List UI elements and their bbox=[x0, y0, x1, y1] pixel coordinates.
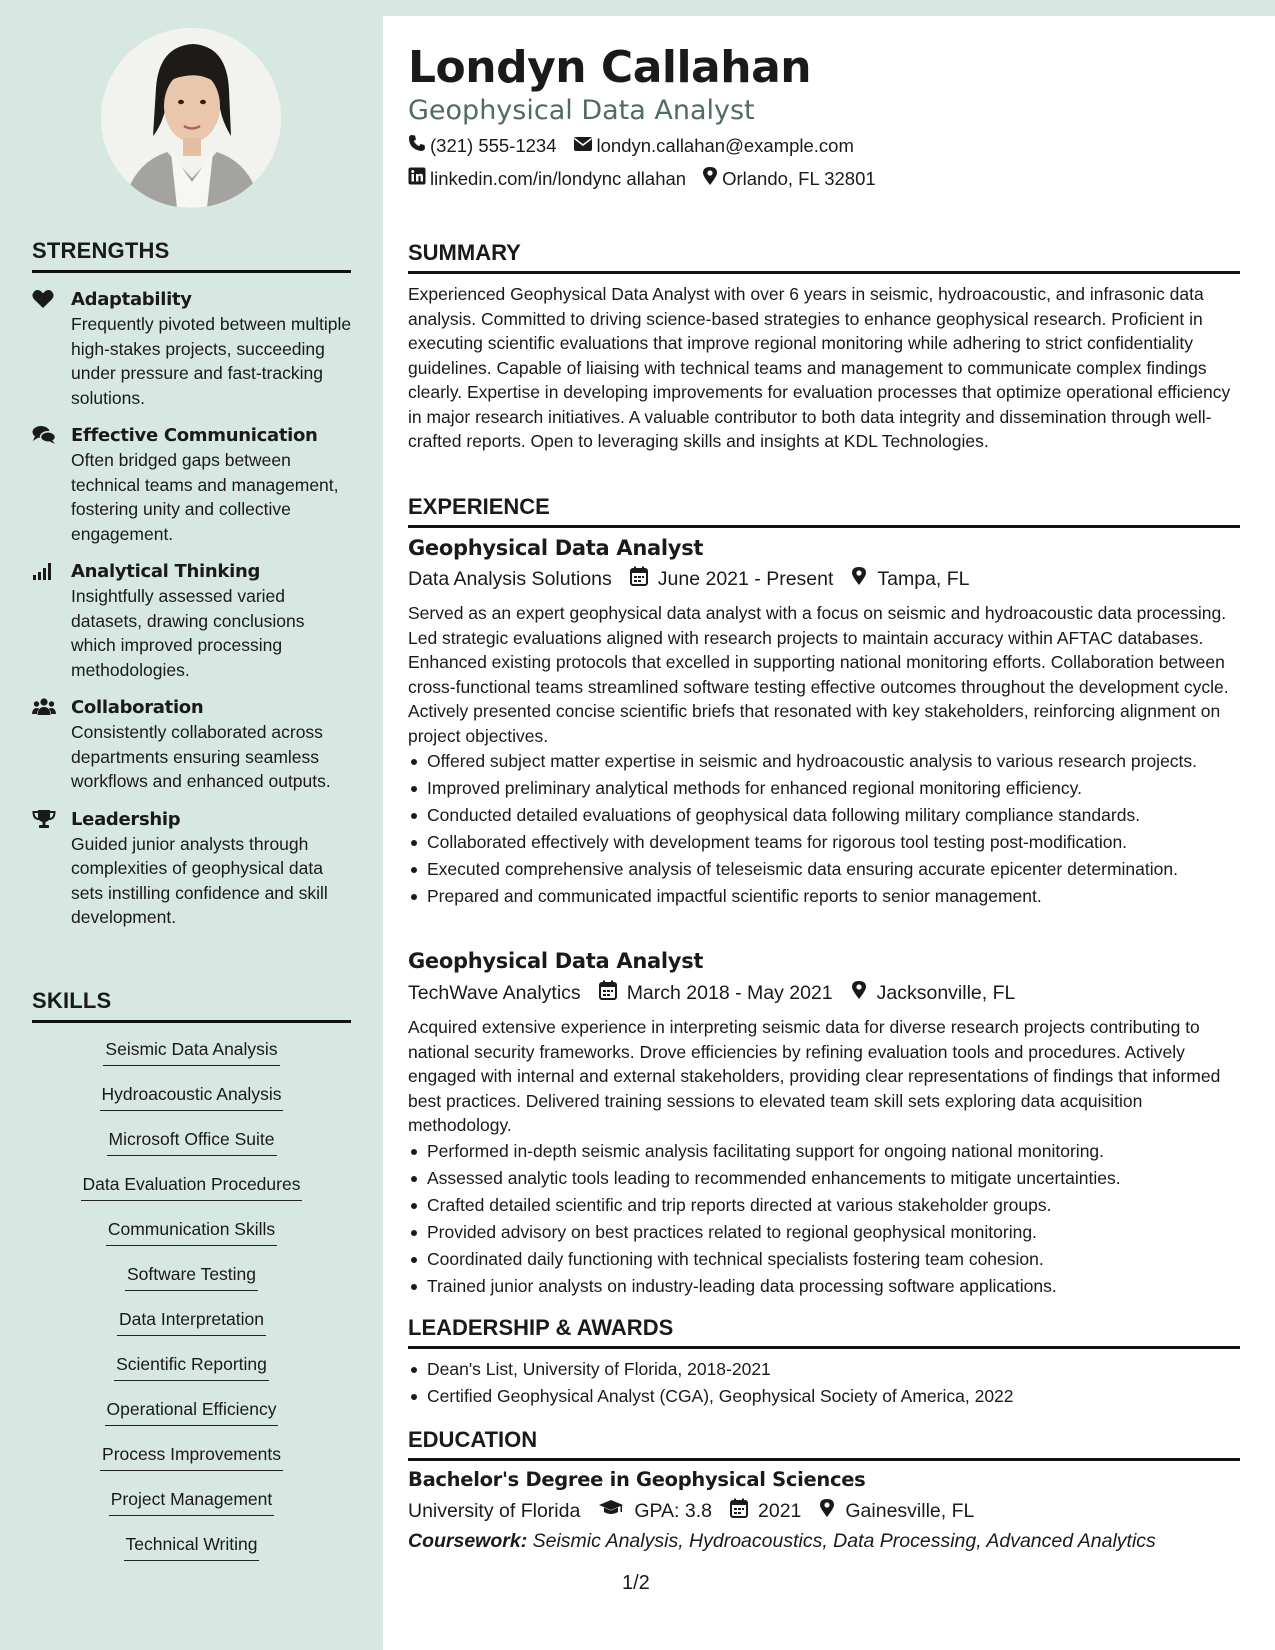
bullet-item: Prepared and communicated impactful scientific reports to senior management. bbox=[408, 884, 1240, 909]
skill-item bbox=[32, 1081, 351, 1126]
linkedin-icon bbox=[408, 167, 430, 190]
education-location bbox=[819, 1498, 974, 1524]
company-name: TechWave Analytics bbox=[408, 981, 581, 1004]
award-item: Dean's List, University of Florida, 2018-2021 bbox=[408, 1357, 1240, 1382]
degree-title: Bachelor's Degree in Geophysical Sciences bbox=[408, 1468, 866, 1491]
job-dates-text: June 2021 - Present bbox=[657, 567, 834, 590]
strength-desc: Consistently collaborated across departments ensuring seamless workflows and enhanced outputs. bbox=[71, 722, 331, 791]
skill-item bbox=[32, 1306, 351, 1351]
skill-item bbox=[32, 1171, 351, 1216]
bullet-item: Assessed analytic tools leading to recommended enhancements to mitigate uncertainties. bbox=[408, 1166, 1240, 1191]
location-text: Orlando, FL 32801 bbox=[722, 167, 876, 189]
graduation-year bbox=[730, 1498, 801, 1524]
coursework bbox=[408, 1530, 1156, 1553]
candidate-title: Geophysical Data Analyst bbox=[408, 95, 755, 126]
phone-text: (321) 555-1234 bbox=[430, 134, 557, 156]
strength-title: Effective Communication bbox=[71, 425, 318, 446]
skill-label: Technical Writing bbox=[124, 1531, 260, 1561]
job-meta bbox=[408, 566, 988, 592]
gpa bbox=[598, 1499, 712, 1523]
graduation-year-text: 2021 bbox=[758, 1499, 802, 1522]
strength-item bbox=[32, 696, 352, 794]
strengths-heading: STRENGTHS bbox=[32, 238, 351, 273]
skill-item bbox=[32, 1351, 351, 1396]
skill-item bbox=[32, 1486, 351, 1531]
linkedin-text[interactable]: linkedin.com/in/londync allahan bbox=[430, 167, 687, 189]
bullet-item: Offered subject matter expertise in seismic and hydroacoustic analysis to various research projects. bbox=[408, 749, 1240, 774]
job-location bbox=[851, 980, 1016, 1006]
strength-desc: Frequently pivoted between multiple high-stakes projects, succeeding under pressure and fast-tracking solutions. bbox=[71, 314, 352, 408]
gpa-text: GPA: 3.8 bbox=[634, 1499, 712, 1522]
skill-label: Seismic Data Analysis bbox=[103, 1036, 279, 1066]
map-pin-icon bbox=[702, 166, 722, 191]
coursework-label: Coursework: bbox=[408, 1530, 528, 1552]
experience-heading: EXPERIENCE bbox=[408, 494, 1240, 528]
awards-list bbox=[408, 1357, 1240, 1411]
strength-title: Adaptability bbox=[71, 289, 192, 310]
skill-item bbox=[32, 1441, 351, 1486]
summary-text: Experienced Geophysical Data Analyst with over 6 years in seismic, hydroacoustic, and infrasonic data analysis. Committed to driving science-based strategies to enhance geophysical research. Proficient in executing scientific evaluations that improve regional monitoring while adhering to strict confidentiality guidelines. Capable of liaising with technical teams and management to communicate complex findings clearly. Expertise in developing improvements for evaluation processes that optimize operational efficiency in major research initiatives. A valuable contributor to both data integrity and dissemination through well-crafted reports. Open to leveraging skills and insights at KDL Technologies. bbox=[408, 284, 1231, 451]
skill-label: Data Evaluation Procedures bbox=[81, 1171, 303, 1201]
bullet-item: Provided advisory on best practices related to regional geophysical monitoring. bbox=[408, 1220, 1240, 1245]
job-dates bbox=[630, 566, 834, 592]
company-name: Data Analysis Solutions bbox=[408, 567, 612, 590]
skill-item bbox=[32, 1531, 351, 1576]
phone-icon bbox=[408, 134, 430, 157]
skill-item bbox=[32, 1126, 351, 1171]
job-description: Acquired extensive experience in interpreting seismic data for diverse research projects contributing to national security frameworks. Drove efficiencies by refining evaluation tools and procedures. Actively engaged with internal and external stakeholders, providing clear representations of findings that informed best practices. Delivered training sessions to elevated team skill sets exploring data acquisition methodology. bbox=[408, 1017, 1221, 1135]
candidate-name: Londyn Callahan bbox=[408, 42, 812, 93]
contact-row-1 bbox=[408, 134, 870, 157]
heart-icon bbox=[32, 289, 56, 309]
comments-icon bbox=[32, 425, 56, 445]
school-name: University of Florida bbox=[408, 1499, 581, 1522]
education-location-text: Gainesville, FL bbox=[845, 1499, 975, 1522]
avatar bbox=[101, 28, 281, 208]
job-title: Geophysical Data Analyst bbox=[408, 949, 704, 973]
award-item: Certified Geophysical Analyst (CGA), Geophysical Society of America, 2022 bbox=[408, 1384, 1240, 1409]
page-number: 1/2 bbox=[622, 1572, 650, 1594]
job-title: Geophysical Data Analyst bbox=[408, 536, 704, 560]
awards-heading: LEADERSHIP & AWARDS bbox=[408, 1315, 1240, 1349]
email-contact[interactable] bbox=[573, 135, 854, 157]
job-bullets bbox=[408, 749, 1240, 911]
signal-bars-icon bbox=[32, 561, 56, 581]
strength-desc: Guided junior analysts through complexities of geophysical data sets instilling confidence and skill development. bbox=[71, 833, 328, 927]
skill-item bbox=[32, 1036, 351, 1081]
strengths-list bbox=[32, 288, 352, 944]
map-pin-icon bbox=[851, 980, 877, 1006]
bullet-item: Conducted detailed evaluations of geophysical data following military compliance standards. bbox=[408, 803, 1240, 828]
skill-item bbox=[32, 1261, 351, 1306]
skill-label: Project Management bbox=[109, 1486, 274, 1516]
education-heading: EDUCATION bbox=[408, 1427, 1240, 1461]
map-pin-icon bbox=[819, 1498, 845, 1524]
strength-title: Analytical Thinking bbox=[71, 561, 261, 582]
job-location-text: Tampa, FL bbox=[877, 567, 970, 590]
skill-label: Data Interpretation bbox=[117, 1306, 266, 1336]
job-dates-text: March 2018 - May 2021 bbox=[626, 981, 833, 1004]
bullet-item: Coordinated daily functioning with technical specialists fostering team cohesion. bbox=[408, 1247, 1240, 1272]
graduation-cap-icon bbox=[598, 1499, 634, 1523]
strength-desc: Often bridged gaps between technical teams and management, fostering unity and collective engagement. bbox=[71, 450, 339, 544]
email-text[interactable]: londyn.callahan@example.com bbox=[596, 134, 854, 156]
calendar-icon bbox=[630, 566, 658, 592]
skill-label: Communication Skills bbox=[106, 1216, 277, 1246]
trophy-icon bbox=[32, 809, 56, 829]
job-location-text: Jacksonville, FL bbox=[876, 981, 1016, 1004]
job-location bbox=[851, 566, 969, 592]
people-group-icon bbox=[32, 697, 56, 717]
coursework-text: Seismic Analysis, Hydroacoustics, Data Processing, Advanced Analytics bbox=[532, 1530, 1156, 1552]
skill-label: Hydroacoustic Analysis bbox=[100, 1081, 284, 1111]
map-pin-icon bbox=[851, 566, 877, 592]
bullet-item: Crafted detailed scientific and trip reports directed at various stakeholder groups. bbox=[408, 1193, 1240, 1218]
skills-heading: SKILLS bbox=[32, 988, 351, 1023]
bullet-item: Trained junior analysts on industry-leading data processing software applications. bbox=[408, 1274, 1240, 1299]
job-dates bbox=[599, 980, 833, 1006]
calendar-icon bbox=[730, 1498, 758, 1524]
calendar-icon bbox=[599, 980, 627, 1006]
phone-contact bbox=[408, 134, 557, 157]
job-meta bbox=[408, 980, 1033, 1006]
strength-item bbox=[32, 424, 352, 546]
envelope-icon bbox=[573, 135, 597, 157]
education-meta bbox=[408, 1498, 992, 1524]
skill-item bbox=[32, 1396, 351, 1441]
linkedin-contact[interactable] bbox=[408, 167, 686, 190]
summary-heading: SUMMARY bbox=[408, 240, 1240, 274]
job-bullets bbox=[408, 1139, 1240, 1301]
bullet-item: Improved preliminary analytical methods for enhanced regional monitoring efficiency. bbox=[408, 776, 1240, 801]
strength-item bbox=[32, 288, 352, 410]
skill-item bbox=[32, 1216, 351, 1261]
bullet-item: Collaborated effectively with development teams for rigorous tool testing post-modification. bbox=[408, 830, 1240, 855]
bullet-item: Performed in-depth seismic analysis facilitating support for ongoing national monitoring. bbox=[408, 1139, 1240, 1164]
skill-label: Process Improvements bbox=[100, 1441, 283, 1471]
skills-list bbox=[32, 1036, 351, 1576]
strength-item bbox=[32, 560, 352, 682]
strength-title: Collaboration bbox=[71, 697, 204, 718]
skill-label: Software Testing bbox=[125, 1261, 258, 1291]
strength-title: Leadership bbox=[71, 808, 181, 830]
skill-label: Scientific Reporting bbox=[114, 1351, 269, 1381]
location-contact bbox=[702, 166, 876, 191]
skill-label: Operational Efficiency bbox=[105, 1396, 279, 1426]
job-description: Served as an expert geophysical data analyst with a focus on seismic and hydroacoustic data processing. Led strategic evaluations aligned with research projects to maintain accuracy within AFTAC databases. Enhanced existing protocols that excelled in supporting national monitoring efforts. Collaboration between cross-functional teams streamlined software testing effective outcomes throughout the development cycle. Actively presented concise scientific briefs that resonated with key stakeholders, reinforcing alignment on project objectives. bbox=[408, 603, 1229, 746]
strength-desc: Insightfully assessed varied datasets, drawing conclusions which improved processing methodologies. bbox=[71, 586, 305, 680]
contact-row-2 bbox=[408, 166, 892, 191]
strength-item bbox=[32, 808, 352, 930]
bullet-item: Executed comprehensive analysis of teleseismic data ensuring accurate epicenter determination. bbox=[408, 857, 1240, 882]
skill-label: Microsoft Office Suite bbox=[107, 1126, 277, 1156]
